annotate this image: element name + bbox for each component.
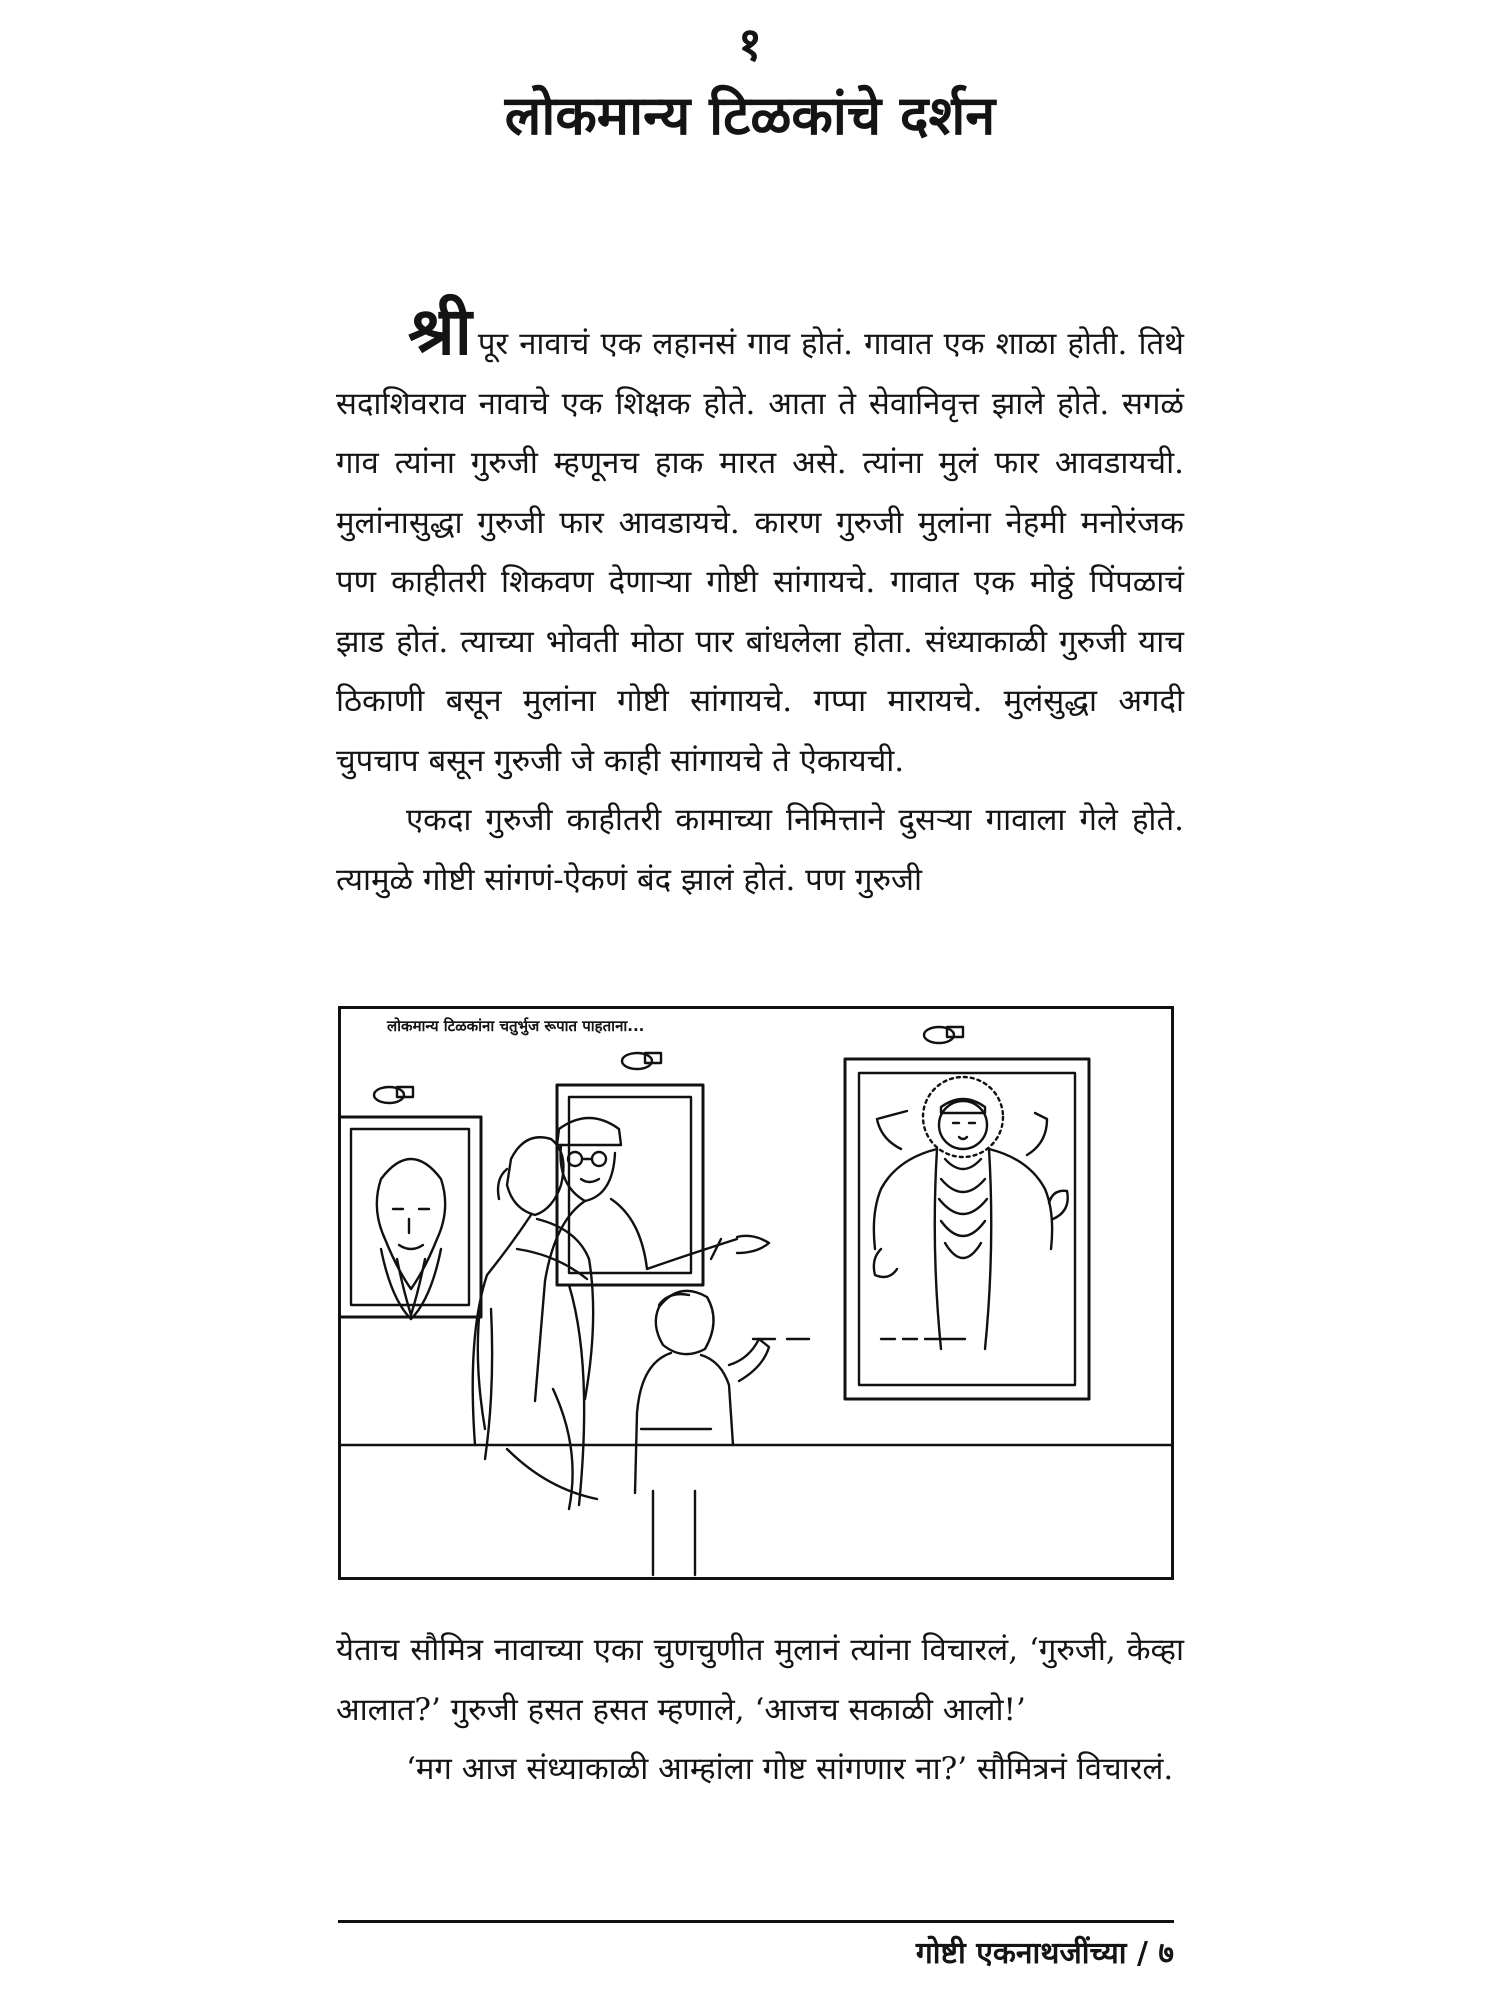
chapter-number: १ [738, 17, 762, 71]
boy-figure [635, 1291, 769, 1575]
paragraph-1-text: पूर नावाचं एक लहानसं गाव होतं. गावात एक शाळा होती. तिथे सदाशिवराव नावाचे एक शिक्षक होते. आता ते सेवानिवृत्त झाले होते. सगळं गाव त्यांना गुरुजी म्हणूनच हाक मारत असे. त्यांना मुलं फार आवडायची. मुलांनासुद्धा गुरुजी फार आवडायचे. कारण गुरुजी मुलांना नेहमी मनोरंजक पण काहीतरी शिकवण देणाऱ्या गोष्टी सांगायचे. गावात एक मोठ्ठं पिंपळाचं झाड होतं. त्याच्या भोवती मोठा पार बांधलेला होता. संध्याकाळी गुरुजी याच ठिकाणी बसून मुलांना गोष्टी सांगायचे. गप्पा मारायचे. मुलंसुद्धा अगदी चुपचाप बसून गुरुजी जे काही सांगायचे ते ऐकायची. [336, 326, 1184, 779]
drop-cap: श्री [408, 293, 472, 370]
footer-running-title: गोष्टी एकनाथजींच्या / ७ [915, 1936, 1174, 1971]
paragraph-3: येताच सौमित्र नावाच्या एका चुणचुणीत मुलानं त्यांना विचारलं, ‘गुरुजी, केव्हा आलात?’ गुरुजी हसत हसत म्हणाले, ‘आजच सकाळी आलो!’ [336, 1632, 1184, 1728]
illustration-drawing [341, 1009, 1171, 1577]
woman-figure [473, 1137, 597, 1509]
wall-lamp-icon [374, 1027, 963, 1103]
chapter-title: लोकमान्य टिळकांचे दर्शन [504, 84, 996, 147]
portrait-frame-left [341, 1117, 481, 1319]
text-block-top [336, 293, 1184, 910]
paragraph-1 [336, 293, 1184, 791]
illustration [338, 1006, 1174, 1580]
portrait-frame-middle [557, 1085, 703, 1285]
text-block-bottom [336, 1621, 1184, 1800]
illustration-caption: लोकमान्य टिळकांना चतुर्भुज रूपात पाहताना... [387, 1017, 645, 1035]
paragraph-4: ‘मग आज संध्याकाळी आम्हांला गोष्ट सांगणार ना?’ सौमित्रनं विचारलं. [406, 1751, 1174, 1787]
paragraph-2: एकदा गुरुजी काहीतरी कामाच्या निमित्ताने दुसऱ्या गावाला गेले होते. त्यामुळे गोष्टी सांगणं-ऐकणं बंद झालं होतं. पण गुरुजी [336, 802, 1184, 898]
portrait-frame-right [845, 1059, 1089, 1399]
footer-rule [338, 1920, 1174, 1923]
wall-line [341, 1339, 1171, 1445]
